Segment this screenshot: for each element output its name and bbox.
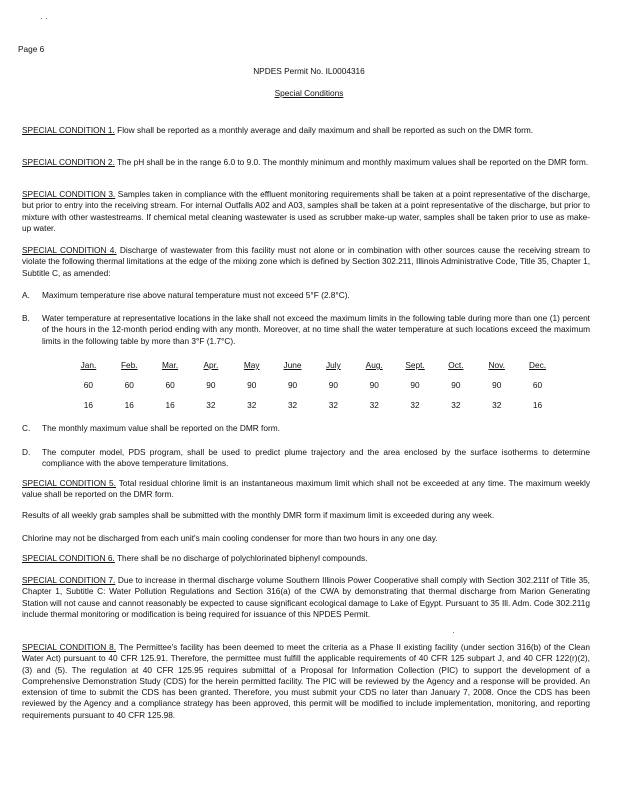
month-header-cell: Apr. — [203, 360, 219, 370]
month-header-cell: Aug. — [365, 360, 383, 370]
sc2-label: SPECIAL CONDITION 2. — [22, 157, 115, 167]
month-header-cell: Sept. — [405, 360, 425, 370]
special-condition-1 — [22, 125, 590, 136]
sc8-label: SPECIAL CONDITION 8. — [22, 642, 117, 652]
temperature-table — [68, 360, 558, 410]
temp-f-cell: 90 — [328, 380, 338, 390]
special-condition-7 — [22, 575, 590, 620]
month-header-cell: Feb. — [120, 360, 138, 370]
item-d-letter: D. — [22, 447, 31, 457]
sc5-text: Total residual chlorine limit is an instantaneous maximum limit which shall not be exceeded at any time. The maximum weekly value shall be reported on the DMR form. — [22, 478, 591, 500]
table-header-row — [68, 360, 558, 370]
item-c-text: The monthly maximum value shall be reported on the DMR form. — [42, 423, 280, 433]
temp-c-cell: 32 — [410, 400, 420, 410]
temp-f-cell: 90 — [492, 380, 502, 390]
grab-samples-text: Results of all weekly grab samples shall be submitted with the monthly DMR form if maximum limit is exceeded during any week. — [22, 510, 495, 520]
sc7-text: Due to increase in thermal discharge volume Southern Illinois Power Cooperative shall comply with Section 302.211f of Title 35, Chapter 1, Subtitle C: Water Pollution Regulations and Section 316(a) of the CWA by demonstrating that thermal discharge from Marion Generating Station will not cause and cannot reasonably be expected to cause significant ecological damage to Lake of Egypt. Pursuant to 35 Ill. Adm. Code 302.211g include thermal monitoring or modification is being required for issuance of this NPDES Permit. — [22, 575, 590, 619]
temp-f-cell: 60 — [83, 380, 94, 390]
sc7-label: SPECIAL CONDITION 7. — [22, 575, 116, 585]
special-condition-8 — [22, 642, 590, 721]
sc2-text: The pH shall be in the range 6.0 to 9.0. The monthly minimum and monthly maximum values shall be reported on the DMR form. — [116, 157, 589, 167]
month-header-cell: May — [243, 360, 260, 370]
section-title: Special Conditions — [274, 88, 344, 98]
temp-c-cell: 32 — [247, 400, 257, 410]
special-condition-2 — [22, 157, 590, 168]
temp-c-cell: 32 — [492, 400, 502, 410]
sc1-label: SPECIAL CONDITION 1. — [22, 125, 115, 135]
sc3-text: Samples taken in compliance with the effluent monitoring requirements shall be taken at a point representative of the discharge, but prior to entry into the receiving stream. For internal Outfalls A02 and A03, samples shall be taken at a point representative of the discharge, but prior to mixture with other wastestreams. If chemical metal cleaning wastewater is used as scrubber make-up water, samples shall be taken prior to use as make-up water. — [22, 189, 591, 233]
temp-c-cell: 16 — [83, 400, 94, 410]
temp-f-cell: 90 — [410, 380, 420, 390]
item-b-text: Water temperature at representative locations in the lake shall not exceed the maximum limits in the following table during more than one (1) percent of the hours in the 12-month period ending with any month. Moreover, at no time shall the water temperature at such locations exceed the maximum limits in the following table by more than 3°F (1.7°C). — [42, 313, 590, 346]
temp-f-cell: 90 — [451, 380, 461, 390]
month-header-cell: Jan. — [80, 360, 97, 370]
scan-artifact-dot: · — [452, 628, 455, 637]
item-a-letter: A. — [22, 290, 30, 300]
temp-c-cell: 32 — [328, 400, 338, 410]
temp-c-cell: 32 — [287, 400, 298, 410]
sc6-text: There shall be no discharge of polychlorinated biphenyl compounds. — [116, 553, 368, 563]
month-header-cell: June — [283, 360, 302, 370]
temp-c-cell: 16 — [124, 400, 134, 410]
month-header-cell: Mar. — [162, 360, 179, 370]
month-header-cell: July — [326, 360, 341, 370]
temp-c-cell: 32 — [451, 400, 461, 410]
temp-f-cell: 90 — [287, 380, 298, 390]
sc4-text: Discharge of wastewater from this facility must not alone or in combination with other sources cause the receiving stream to violate the following thermal limitations at the edge of the mixing zone which is defined by Section 302.211, Illinois Administrative Code, Title 35, Chapter 1, Subtitle C, as amended: — [22, 245, 590, 278]
sc1-text: Flow shall be reported as a monthly average and daily maximum and shall be reported as such on the DMR form. — [117, 125, 534, 135]
temp-f-cell: 60 — [532, 380, 543, 390]
item-b-letter: B. — [22, 313, 30, 323]
sc6-label: SPECIAL CONDITION 6. — [22, 553, 115, 563]
temp-c-cell: 16 — [165, 400, 175, 410]
temp-f-cell: 90 — [247, 380, 257, 390]
sc8-text: The Permittee's facility has been deemed to meet the criteria as a Phase II existing facility (under section 316(b) of the Clean Water Act) pursuant to 40 CFR 125.91. Therefore, the permittee must fulfill the applicable requirements of 40 CFR 125 subpart J, and 40 CFR 122(r)(2), (3) and (5). The regulation at 40 CFR 125.95 requires submittal of a Proposal for Information Collection (PIC) to support the development of a Comprehensive Demonstration Study (CDS) for the herein permitted facility. The PIC will be reviewed by the Agency and a response will be provided. An extension of time to submit the CDS has been granted. Therefore, you must submit your CDS no later than January 7, 2008. Once the CDS has been reviewed by the Agency and a compliance strategy has been approved, this permit will be modified to include implementation, monitoring, and reporting requirements pursuant to 40 CFR 125.98. — [22, 642, 591, 720]
temp-f-cell: 60 — [124, 380, 134, 390]
sc4-label: SPECIAL CONDITION 4. — [22, 245, 117, 255]
page-number: Page 6 — [18, 44, 45, 54]
month-header-cell: Dec. — [528, 360, 547, 370]
temp-f-cell: 90 — [206, 380, 216, 390]
item-c-letter: C. — [22, 423, 31, 433]
special-condition-4 — [22, 245, 590, 279]
month-header-cell: Oct. — [448, 360, 464, 370]
month-header-cell: Nov. — [488, 360, 505, 370]
temp-c-cell: 16 — [532, 400, 543, 410]
scan-artifact-mark: · · — [40, 14, 48, 23]
special-condition-5 — [22, 478, 590, 501]
item-d-text: The computer model, PDS program, shall be used to predict plume trajectory and the area enclosed by the surface isotherms to determine compliance with the above temperature limitations. — [42, 447, 590, 469]
special-condition-6 — [22, 553, 367, 564]
temp-f-cell: 60 — [165, 380, 175, 390]
temp-c-cell: 32 — [369, 400, 379, 410]
chlorine-text: Chlorine may not be discharged from each unit's main cooling condenser for more than two hours in any one day. — [22, 533, 438, 543]
temp-f-cell: 90 — [369, 380, 379, 390]
sc3-label: SPECIAL CONDITION 3. — [22, 189, 116, 199]
table-row-fahrenheit — [68, 380, 558, 390]
item-a-text: Maximum temperature rise above natural temperature must not exceed 5°F (2.8°C). — [42, 290, 350, 300]
permit-title: NPDES Permit No. IL0004316 — [253, 66, 365, 76]
temp-c-cell: 32 — [206, 400, 216, 410]
special-condition-3 — [22, 189, 590, 234]
sc5-label: SPECIAL CONDITION 5. — [22, 478, 116, 488]
table-row-celsius — [68, 400, 558, 410]
